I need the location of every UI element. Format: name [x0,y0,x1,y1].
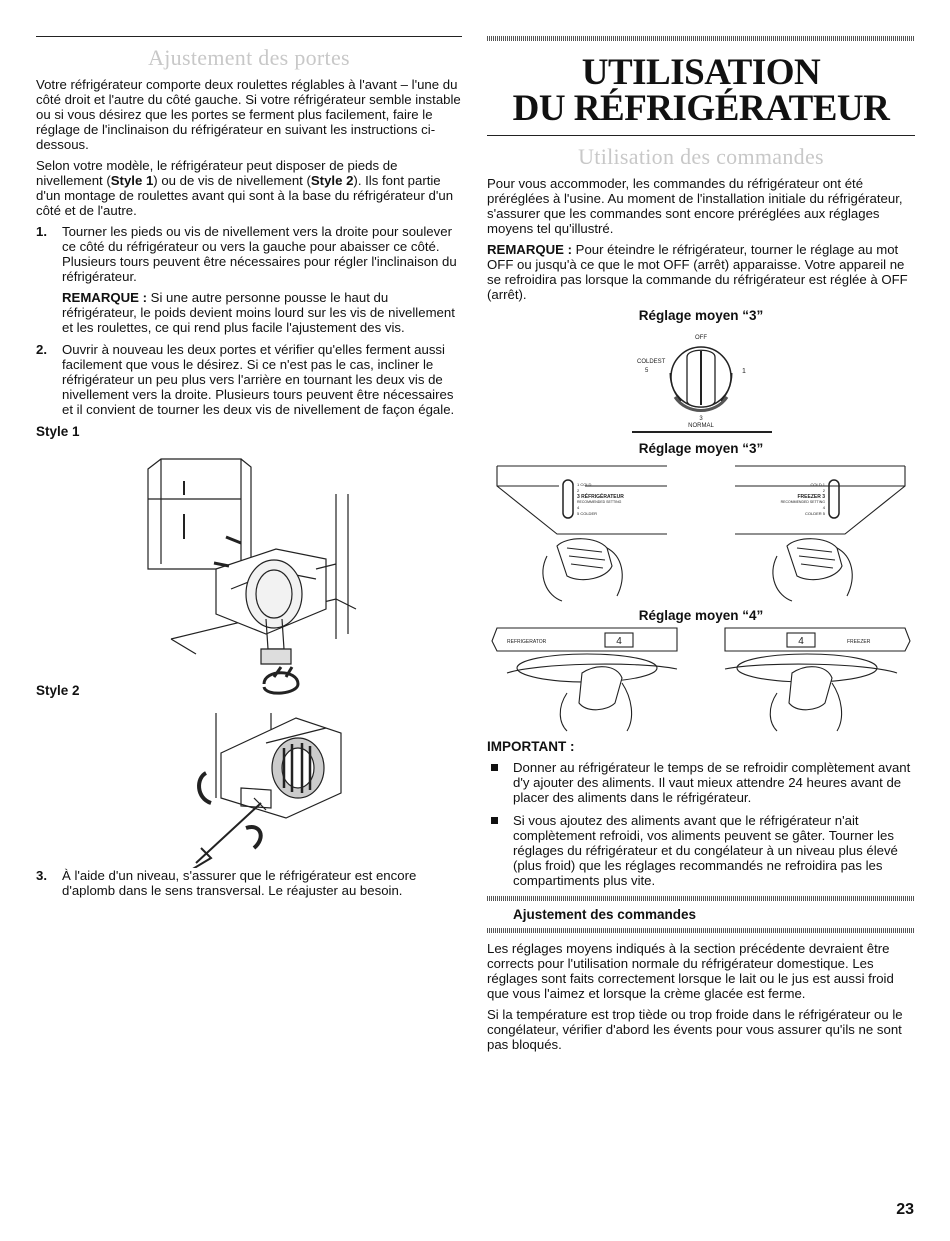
svg-text:3: 3 [699,416,703,422]
step-1-note: REMARQUE : Si une autre personne pousse le haut du réfrigérateur, le poids devient moins lourd sur les vis de nivellement et les roulettes, ce qui rend plus facile l'ajustement des vis. [62,290,455,335]
step-3: 3. À l'aide d'un niveau, s'assurer que le réfrigérateur est encore d'aplomb dans le sens transversal. Le réajuster au besoin. [36,868,417,898]
figure-2-caption: Réglage moyen “3” [638,441,764,456]
style-1-illustration [36,439,462,701]
svg-text:FREEZER 3: FREEZER 3 [797,494,825,500]
svg-text:4: 4 [577,505,580,510]
subsection-title: Ajustement des commandes [513,907,697,922]
svg-text:1: 1 [742,368,746,375]
page-title: UTILISATION DU RÉFRIGÉRATEUR [512,52,890,129]
model-paragraph: Selon votre modèle, le réfrigérateur peut disposer de pieds de nivellement (Style 1) ou de vis de nivellement (Style 2). Ils font partie d'un montage de roulettes avant qui sont à la base du réfrigérateur d'un côté et de l'autre. [36,158,454,218]
svg-text:4: 4 [616,636,622,647]
svg-text:4: 4 [798,636,804,647]
slider-controls-illustration [487,456,915,606]
figure-3-caption: Réglage moyen “4” [638,608,764,623]
svg-text:COLDER 5: COLDER 5 [804,511,825,516]
step-2: 2. Ouvrir à nouveau les deux portes et vérifier qu'elles ferment aussi facilement que vous le désirez. Si ce n'est pas le cas, incliner le réfrigérateur un peu plus vers l'arrière en tournant les deux vis de nivellement vers la droite. Plusieurs tours peuvent être nécessaires et il convient de tourner les deux vis de nivellement de façon égale. [36,342,455,417]
controls-intro: Pour vous accommoder, les commandes du réfrigérateur ont été préréglées à l'usine. Au moment de l'installation initiale du réfrigérateur, s'assurer que les commandes sont encore préréglées aux réglages moyens tel qu'illustré. [487,176,903,236]
style-2-illustration [36,698,462,868]
dial-illustration [487,323,915,435]
left-column [36,36,462,905]
steps-list [36,224,462,417]
svg-text:COLD 1: COLD 1 [810,482,825,487]
svg-text:FREEZER: FREEZER [847,639,871,645]
svg-text:1 COLD: 1 COLD [577,482,592,487]
important-bullets [487,760,915,888]
section-rule [36,36,462,37]
svg-text:COLDEST: COLDEST [637,359,666,365]
bullet-item: Si vous ajoutez des aliments avant que le réfrigérateur n'ait complètement refroidi, vos aliments peuvent se gâter. Tourner les réglages du réfrigérateur et du congélateur à un niveau plus élevé (plus froid) que les réglages recommandés ne refroidira pas les compartiments plus vite. [487,813,915,888]
subsection-hatch-bottom [487,928,915,933]
svg-text:OFF: OFF [695,335,707,341]
bullet-item: Donner au réfrigérateur le temps de se refroidir complètement avant d'y ajouter des aliments. Il vaut mieux attendre 24 heures avant de placer des aliments dans le réfrigérateur. [487,760,915,805]
figure-1-caption: Réglage moyen “3” [638,308,764,323]
step-1: 1. Tourner les pieds ou vis de nivellement vers la droite pour soulever ce côté du réfrigérateur ou vers la gauche pour abaisser ce côté. Plusieurs tours peuvent être nécessaires pour régler l'inclinaison du réfrigérateur. REMARQUE : Si une autre personne pousse le haut du réfrigérateur, le poids devient moins lourd sur les vis de nivellement et les roulettes, ce qui rend plus facile l'ajustement des vis. [36,224,462,335]
subsection-hatch-top [487,896,915,901]
page-number: 23 [896,1201,914,1218]
header-hatch-rule [487,36,915,41]
svg-text:4: 4 [822,505,825,510]
svg-text:5: 5 [645,368,649,374]
intro-paragraph: Votre réfrigérateur comporte deux roulettes réglables à l'avant – l'une du côté droit et l'autre du côté gauche. Si votre réfrigérateur semble instable ou si vous désirez que les portes se ferment plus facilement, faire le réglage de l'inclinaison du réfrigérateur en suivant les instructions ci-dessous. [36,77,461,152]
svg-text:5 COLDER: 5 COLDER [577,511,598,516]
steps-list-continued [36,868,462,898]
important-label: IMPORTANT : [487,739,575,754]
dial-4-illustration [487,623,915,735]
section-title-door-adjustment: Ajustement des portes [148,45,350,70]
right-column [487,36,915,1058]
svg-text:RECOMMENDED SETTING: RECOMMENDED SETTING [780,500,825,504]
svg-text:2: 2 [577,488,580,493]
style-2-label: Style 2 [36,683,80,698]
svg-text:2: 2 [822,488,825,493]
section-title-controls: Utilisation des commandes [578,144,824,169]
adjust-paragraph-1: Les réglages moyens indiqués à la section précédente devraient être corrects pour l'utilisation normale du réfrigérateur domestique. Les réglages sont faits correctement lorsque le lait ou le jus est aussi froid que vous l'aimez et lorsque la crème glacée est ferme. [487,941,894,1001]
style-1-label: Style 1 [36,424,80,439]
adjust-paragraph-2: Si la température est trop tiède ou trop froide dans le réfrigérateur ou le congélateur, vérifier d'abord les évents pour vous assurer qu'ils ne sont pas bloqués. [487,1007,903,1052]
svg-text:3 RÉFRIGÉRATEUR: 3 RÉFRIGÉRATEUR [577,494,624,500]
svg-text:RECOMMENDED SETTING: RECOMMENDED SETTING [577,500,622,504]
section-rule [487,135,915,136]
controls-remark: REMARQUE : Pour éteindre le réfrigérateur, tourner le réglage au mot OFF ou jusqu'à ce que le mot OFF (arrêt) apparaisse. Votre appareil ne se refroidira pas lorsque la commande du réfrigérateur est réglée à OFF (arrêt). [487,242,908,302]
svg-text:REFRIGERATOR: REFRIGERATOR [507,639,547,645]
svg-text:NORMAL: NORMAL [688,423,714,429]
